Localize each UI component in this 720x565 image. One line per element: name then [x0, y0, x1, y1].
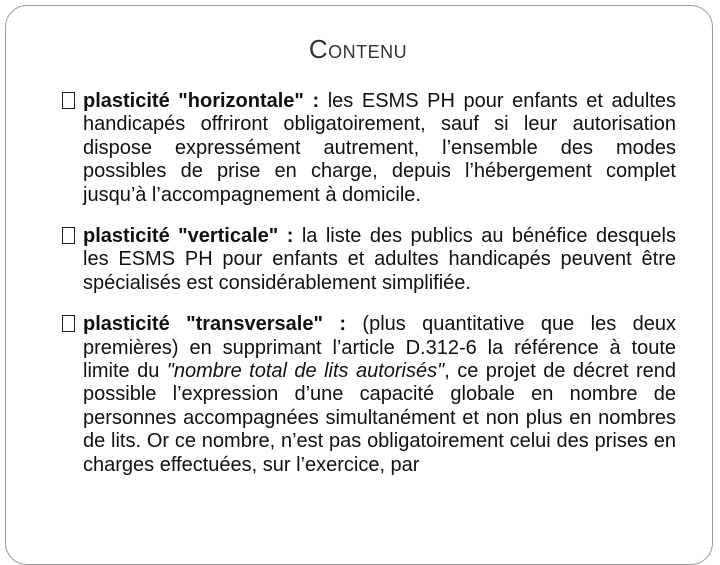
slide-title: Contenu: [308, 34, 408, 64]
bullet-box-icon: [62, 92, 75, 109]
slide-content: [62, 90, 676, 495]
paragraph-lead: plasticité "horizontale" :: [83, 90, 320, 112]
paragraph-vertical: [62, 225, 676, 295]
paragraph-lead: plasticité "verticale" :: [83, 225, 294, 248]
paragraph-horizontal: [62, 90, 676, 207]
bullet-box-icon: [62, 315, 75, 332]
paragraph-text-before: (plus quantitative que les deux premières) en supprimant l’article D.312-6 la référence à toute limite du: [83, 313, 676, 383]
bullet-box-icon: [62, 227, 75, 244]
paragraph-lead: plasticité "transversale" :: [83, 313, 346, 336]
paragraph-text-after: , ce projet de décret rend possible l’expression d’une capacité globale en nombre de personnes accompagnées simultanément et non plus en nombres de lits. Or ce nombre, n’est pas obligatoirement celui des prises en charges effectuées, sur l’exercice, par: [83, 360, 676, 476]
paragraph-text: la liste des publics au bénéfice desquels les ESMS PH pour enfants et adultes handicapés peuvent être spécialisés est considérablement simplifiée.: [83, 225, 676, 294]
paragraph-transversal: [62, 313, 676, 477]
paragraph-text: les ESMS PH pour enfants et adultes handicapés offriront obligatoirement, sauf si leur autorisation dispose expressément autrement, l’ensemble des modes possibles de prise en charge, depuis l’hébergement complet jusqu’à l’accompagnement à domicile.: [83, 90, 677, 206]
paragraph-emphasis: "nombre total de lits autorisés": [166, 360, 445, 383]
